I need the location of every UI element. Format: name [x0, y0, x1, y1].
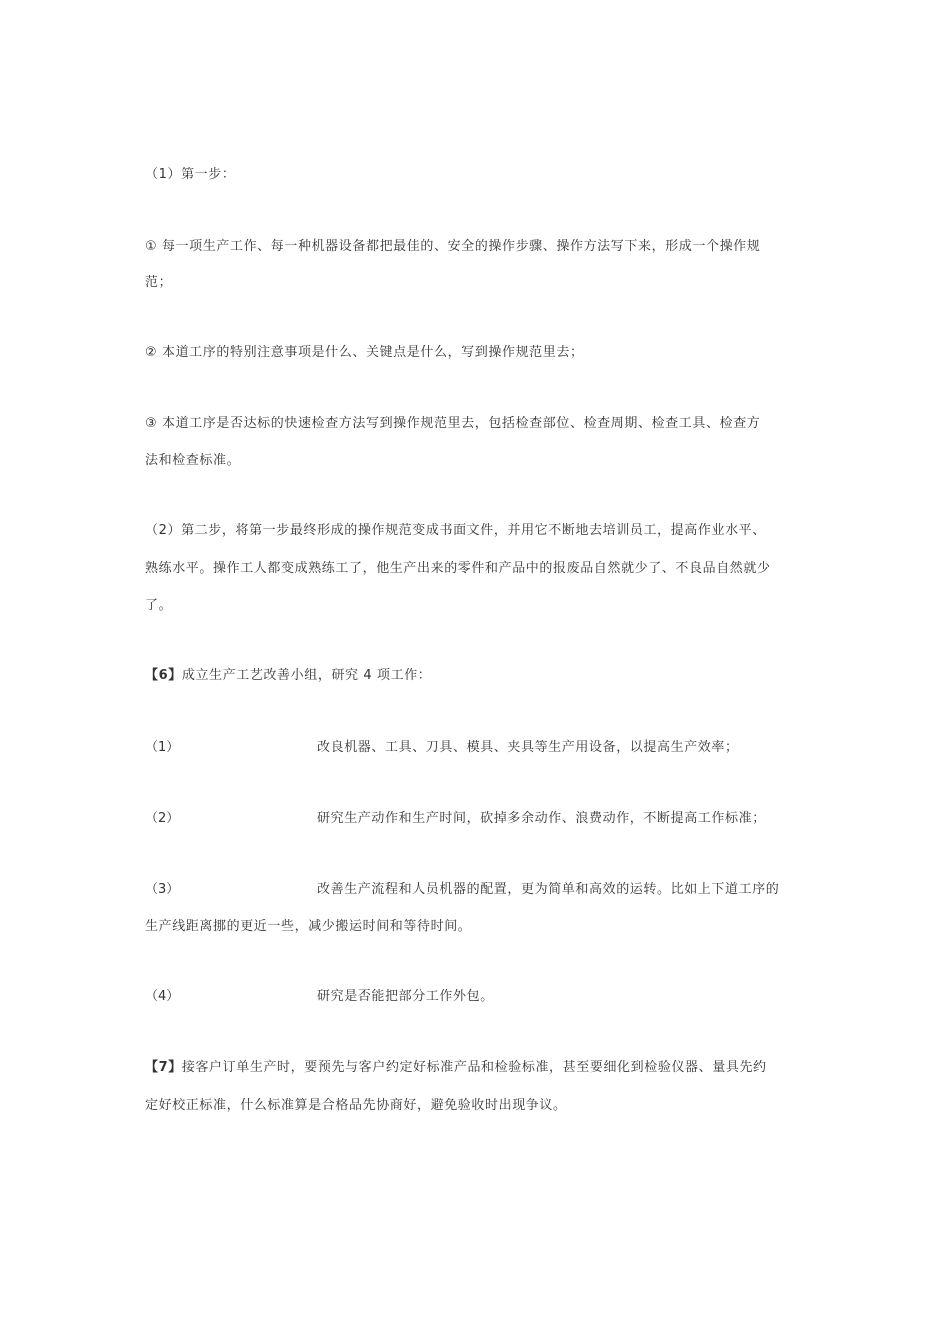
section6-heading — [145, 667, 431, 685]
section6-item3-cont: 生产线距离挪的更近一些，减少搬运时间和等待时间。 — [145, 919, 472, 934]
section6-item3-text: 改善生产流程和人员机器的配置，更为简单和高效的运转。比如上下道工序的 — [317, 882, 780, 897]
step1-item1-line2: 范； — [145, 275, 173, 290]
step1-item2: ② 本道工序的特别注意事项是什么、关键点是什么，写到操作规范里去； — [145, 345, 584, 360]
section6-item3-num: （3） — [145, 882, 180, 897]
step1-item1-line1: ① 每一项生产工作、每一种机器设备都把最佳的、安全的操作步骤、操作方法写下来，形成一个操作规 — [145, 239, 761, 254]
section6-item4-text: 研究是否能把部分工作外包。 — [317, 989, 494, 1004]
section7-line2: 定好校正标准，什么标准算是合格品先协商好，避免验收时出现争议。 — [145, 1098, 567, 1113]
section6-title: 成立生产工艺改善小组，研究 4 项工作： — [181, 668, 432, 683]
section6-item2-num: （2） — [145, 811, 180, 826]
step2-line1: （2）第二步，将第一步最终形成的操作规范变成书面文件，并用它不断地去培训员工，提高作业水平、 — [145, 523, 766, 538]
step1-heading: （1）第一步： — [145, 167, 236, 182]
step1-item3-line2: 法和检查标准。 — [145, 453, 241, 468]
section6-item2-text: 研究生产动作和生产时间，砍掉多余动作、浪费动作，不断提高工作标准； — [317, 811, 766, 826]
step1-item3-line1: ③ 本道工序是否达标的快速检查方法写到操作规范里去，包括检查部位、检查周期、检查工具、检查方 — [145, 416, 761, 431]
section7-line1-text: 接客户订单生产时，要预先与客户约定好标准产品和检验标准，甚至要细化到检验仪器、量具先约 — [181, 1060, 767, 1075]
section6-bracket: 【6】 — [145, 668, 182, 683]
section6-item1-num: （1） — [145, 740, 180, 755]
section7-line1 — [145, 1059, 767, 1077]
step2-line3: 了。 — [145, 598, 173, 613]
section6-item1-text: 改良机器、工具、刀具、模具、夹具等生产用设备，以提高生产效率； — [317, 740, 739, 755]
section6-item4-num: （4） — [145, 989, 180, 1004]
step2-line2: 熟练水平。操作工人都变成熟练工了，他生产出来的零件和产品中的报废品自然就少了、不良品自然就少 — [145, 561, 771, 576]
section7-bracket: 【7】 — [145, 1060, 182, 1075]
